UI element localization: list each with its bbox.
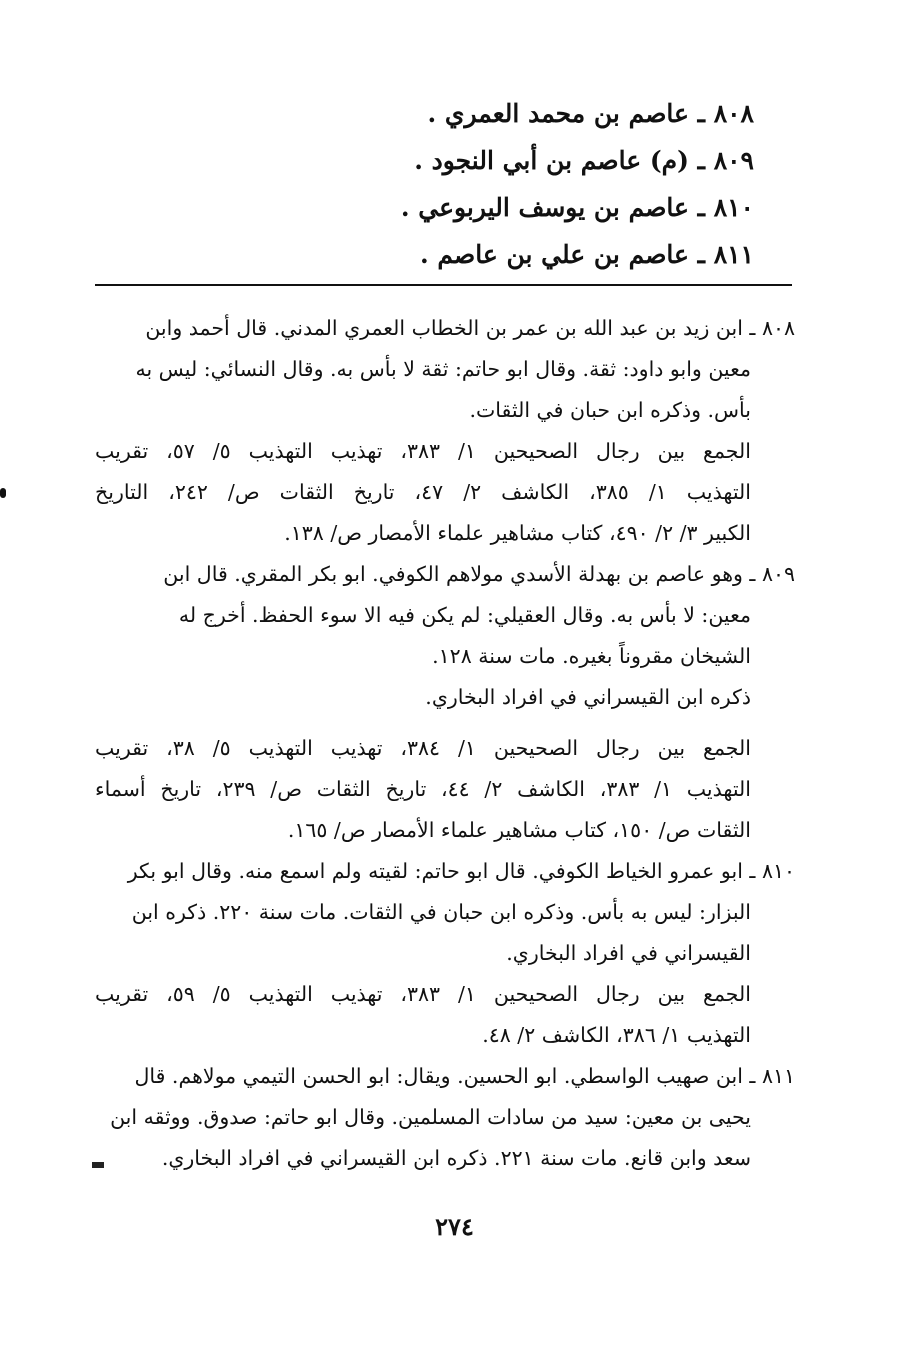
- footnote-809-extra: [95, 677, 795, 718]
- footnote-divider: [95, 284, 792, 286]
- text-line: الثقات ص/ ١٥٠، كتاب مشاهير علماء الأمصار ص/ ١٦٥.: [287, 818, 751, 842]
- text-line: يحيى بن معين: سيد من سادات المسلمين. وقال ابو حاتم: صدوق. ووثقه ابن: [110, 1105, 751, 1129]
- text-line: ٨٠٩ ـ وهو عاصم بن بهدلة الأسدي مولاهم الكوفي. ابو بكر المقري. قال ابن: [163, 562, 795, 586]
- footnote-811-bio: [95, 1056, 795, 1179]
- footnote-810-sources: [95, 974, 795, 1056]
- page-number: ٢٧٤: [435, 1212, 474, 1241]
- text-line: معين وابو داود: ثقة. وقال ابو حاتم: ثقة لا بأس به. وقال النسائي: ليس به: [135, 357, 751, 381]
- text-line: معين: لا بأس به. وقال العقيلي: لم يكن فيه الا سوء الحفظ. أخرج له: [178, 603, 751, 627]
- text-line: التهذيب ١/ ٣٨٣، الكاشف ٢/ ٤٤، تاريخ الثقات ص/ ٢٣٩، تاريخ أسماء: [95, 777, 751, 801]
- text-line: الجمع بين رجال الصحيحين ١/ ٣٨٣، تهذيب التهذيب ٥/ ٥٩، تقريب: [95, 982, 751, 1006]
- entry-808: ٨٠٨ ـ عاصم بن محمد العمري .: [427, 99, 754, 128]
- text-line: البزار: ليس به بأس. وذكره ابن حبان في الثقات. مات سنة ٢٢٠. ذكره ابن: [131, 900, 751, 924]
- footnote-811: [95, 1056, 795, 1179]
- text-line: الجمع بين رجال الصحيحين ١/ ٣٨٤، تهذيب التهذيب ٥/ ٣٨، تقريب: [95, 736, 751, 760]
- margin-mark: [0, 488, 6, 498]
- text-line: التهذيب ١/ ٣٨٦، الكاشف ٢/ ٤٨.: [482, 1023, 751, 1047]
- footnote-808-sources: [95, 431, 795, 554]
- entry-810: ٨١٠ ـ عاصم بن يوسف اليربوعي .: [400, 193, 754, 222]
- footnote-808-bio: [95, 308, 795, 431]
- text-line: القيسراني في افراد البخاري.: [506, 941, 751, 965]
- text-line: التهذيب ١/ ٣٨٥، الكاشف ٢/ ٤٧، تاريخ الثقات ص/ ٢٤٢، التاريخ: [95, 480, 751, 504]
- text-line: بأس. وذكره ابن حبان في الثقات.: [469, 398, 751, 422]
- footnote-809: [95, 554, 795, 851]
- footnote-810: [95, 851, 795, 1056]
- text-line: ٨٠٨ ـ ابن زيد بن عبد الله بن عمر بن الخطاب العمري المدني. قال أحمد وابن: [145, 316, 795, 340]
- entry-811: ٨١١ ـ عاصم بن علي بن عاصم .: [419, 240, 754, 269]
- text-line: الجمع بين رجال الصحيحين ١/ ٣٨٣، تهذيب التهذيب ٥/ ٥٧، تقريب: [95, 439, 751, 463]
- footnote-810-bio: [95, 851, 795, 974]
- text-line: ٨١١ ـ ابن صهيب الواسطي. ابو الحسين. ويقال: ابو الحسن التيمي مولاهم. قال: [134, 1064, 795, 1088]
- text-line: الكبير ٣/ ٢/ ٤٩٠، كتاب مشاهير علماء الأمصار ص/ ١٣٨.: [284, 521, 751, 545]
- footnote-809-sources: [95, 728, 795, 851]
- text-line: الشيخان مقروناً بغيره. مات سنة ١٢٨.: [432, 644, 751, 668]
- text-line: ذكره ابن القيسراني في افراد البخاري.: [425, 685, 751, 709]
- footnotes: [95, 308, 795, 1179]
- text-line: سعد وابن قانع. مات سنة ٢٢١. ذكره ابن القيسراني في افراد البخاري.: [161, 1146, 751, 1170]
- end-mark: [92, 1162, 104, 1168]
- entry-809: ٨٠٩ ـ (م) عاصم بن أبي النجود .: [414, 146, 754, 175]
- text-line: ٨١٠ ـ ابو عمرو الخياط الكوفي. قال ابو حاتم: لقيته ولم اسمع منه. وقال ابو بكر: [127, 859, 795, 883]
- entry-list: [194, 90, 754, 278]
- footnote-809-bio: [95, 554, 795, 677]
- footnote-808: [95, 308, 795, 554]
